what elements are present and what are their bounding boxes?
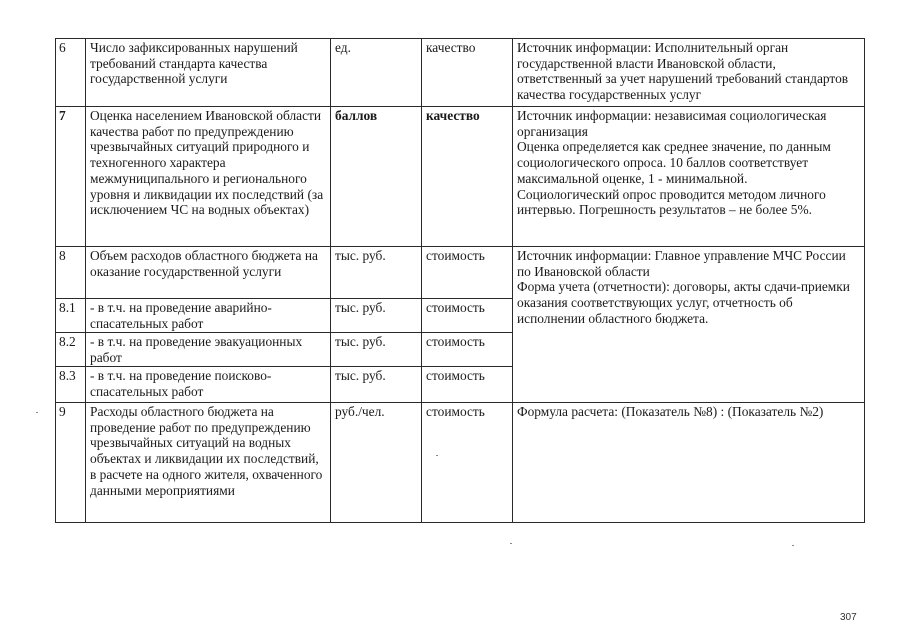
information-source: Источник информации: Исполнительный орган государственной власти Ивановской области, ответственный за учет нарушений требований стандартов качества государственных услуг bbox=[513, 39, 865, 107]
info-paragraph: Оценка определяется как среднее значение, по данным социологического опроса. 10 баллов соответствует максимальной оценке, 1 - минимальной. bbox=[517, 139, 831, 186]
table-row bbox=[56, 247, 865, 299]
table-row bbox=[56, 39, 865, 107]
indicator-type: качество bbox=[422, 39, 513, 107]
information-source bbox=[513, 247, 865, 403]
info-paragraph: Источник информации: Главное управление МЧС России по Ивановской области bbox=[517, 248, 846, 279]
unit-of-measure: ед. bbox=[331, 39, 422, 107]
row-number: 8 bbox=[56, 247, 86, 299]
row-number: 7 bbox=[56, 107, 86, 247]
unit-of-measure: тыс. руб. bbox=[331, 333, 422, 367]
indicators-table-page bbox=[55, 38, 865, 523]
scan-speck bbox=[36, 412, 38, 413]
indicator-name: - в т.ч. на проведение аварийно-спасательных работ bbox=[86, 299, 331, 333]
row-number: 8.3 bbox=[56, 367, 86, 403]
indicator-name: Расходы областного бюджета на проведение работ по предупреждению чрезвычайных ситуаций на водных объектах и ликвидации их последствий, в расчете на одного жителя, охваченного данными мероприятиями bbox=[86, 403, 331, 523]
page-number: 307 bbox=[840, 612, 857, 623]
information-source: Формула расчета: (Показатель №8) : (Показатель №2) bbox=[513, 403, 865, 523]
indicator-type: качество bbox=[422, 107, 513, 247]
scan-speck bbox=[510, 543, 512, 544]
indicator-type: стоимость bbox=[422, 299, 513, 333]
indicator-name: Число зафиксированных нарушений требований стандарта качества государственной услуги bbox=[86, 39, 331, 107]
unit-of-measure: тыс. руб. bbox=[331, 247, 422, 299]
unit-of-measure: руб./чел. bbox=[331, 403, 422, 523]
indicator-type: стоимость bbox=[422, 333, 513, 367]
info-paragraph: Источник информации: независимая социологическая организация bbox=[517, 108, 827, 139]
info-paragraph: Социологический опрос проводится методом личного интервью. Погрешность результатов – не более 5%. bbox=[517, 186, 826, 218]
table-row bbox=[56, 403, 865, 523]
unit-of-measure: баллов bbox=[331, 107, 422, 247]
indicator-type: стоимость bbox=[422, 367, 513, 403]
unit-of-measure: тыс. руб. bbox=[331, 299, 422, 333]
row-number: 8.2 bbox=[56, 333, 86, 367]
indicator-type: стоимость bbox=[422, 403, 513, 523]
scan-speck bbox=[792, 545, 794, 546]
indicators-table bbox=[55, 38, 865, 523]
row-number: 9 bbox=[56, 403, 86, 523]
unit-of-measure: тыс. руб. bbox=[331, 367, 422, 403]
row-number: 6 bbox=[56, 39, 86, 107]
indicator-name: Оценка населением Ивановской области качества работ по предупреждению чрезвычайных ситуаций природного и техногенного характера межмуниципального и регионального уровня и ликвидации их последствий (за исключением ЧС на водных объектах) bbox=[86, 107, 331, 247]
indicator-name: - в т.ч. на проведение поисково-спасательных работ bbox=[86, 367, 331, 403]
table-row bbox=[56, 107, 865, 247]
indicator-name: - в т.ч. на проведение эвакуационных работ bbox=[86, 333, 331, 367]
info-paragraph: Форма учета (отчетности): договоры, акты сдачи-приемки оказания соответствующих услуг, отчетность об исполнении областного бюджета. bbox=[517, 279, 850, 326]
scan-speck bbox=[436, 455, 438, 456]
information-source bbox=[513, 107, 865, 247]
indicator-type: стоимость bbox=[422, 247, 513, 299]
row-number: 8.1 bbox=[56, 299, 86, 333]
indicator-name: Объем расходов областного бюджета на оказание государственной услуги bbox=[86, 247, 331, 299]
